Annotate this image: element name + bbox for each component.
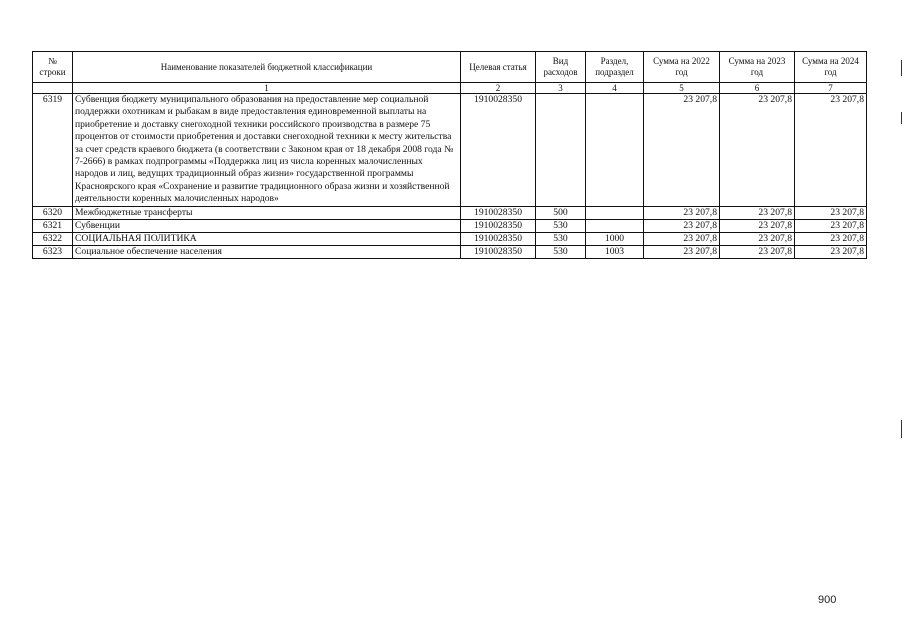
row-sum-2022: 23 207,8	[644, 245, 720, 258]
row-number: 6321	[33, 219, 73, 232]
header-section: Раздел, подраздел	[586, 52, 644, 83]
row-sum-2022: 23 207,8	[644, 94, 720, 207]
row-sum-2023: 23 207,8	[720, 245, 795, 258]
row-sum-2024: 23 207,8	[795, 219, 867, 232]
row-sum-2023: 23 207,8	[720, 206, 795, 219]
row-target-article: 1910028350	[461, 206, 536, 219]
row-sum-2024: 23 207,8	[795, 206, 867, 219]
row-name: Межбюджетные трансферты	[73, 206, 461, 219]
row-sum-2022: 23 207,8	[644, 206, 720, 219]
scan-edge-mark	[901, 112, 902, 124]
row-sum-2023: 23 207,8	[720, 219, 795, 232]
row-expense-type: 500	[536, 206, 586, 219]
header-indicator-name: Наименование показателей бюджетной классификации	[73, 52, 461, 83]
header-expense-type: Вид расходов	[536, 52, 586, 83]
row-sum-2023: 23 207,8	[720, 94, 795, 207]
header-sum-2023: Сумма на 2023 год	[720, 52, 795, 83]
column-number: 5	[644, 83, 720, 94]
row-section: 1003	[586, 245, 644, 258]
row-number: 6319	[33, 94, 73, 207]
row-sum-2023: 23 207,8	[720, 232, 795, 245]
scan-edge-mark	[901, 420, 902, 438]
row-target-article: 1910028350	[461, 94, 536, 207]
row-target-article: 1910028350	[461, 232, 536, 245]
row-target-article: 1910028350	[461, 219, 536, 232]
row-expense-type: 530	[536, 245, 586, 258]
row-expense-type: 530	[536, 232, 586, 245]
row-expense-type: 530	[536, 219, 586, 232]
header-row	[33, 52, 867, 83]
row-name: Субвенции	[73, 219, 461, 232]
page-number: 900	[818, 594, 837, 606]
scan-edge-mark	[901, 60, 902, 76]
column-number: 4	[586, 83, 644, 94]
column-number: 3	[536, 83, 586, 94]
row-target-article: 1910028350	[461, 245, 536, 258]
row-sum-2024: 23 207,8	[795, 232, 867, 245]
header-target-article: Целевая статья	[461, 52, 536, 83]
column-number: 6	[720, 83, 795, 94]
row-name: Субвенция бюджету муниципального образования на предоставление мер социальной поддержки охотникам и рыбакам в виде предоставления единовременной выплаты на приобретение и доставку снегоходной техники российского производства в размере 75 процентов от стоимости приобретения и доставки снегоходной техники к месту жительства за счет средств краевого бюджета (в соответствии с Законом края от 18 декабря 2008 года № 7-2666) в рамках подпрограммы «Поддержка лиц из числа коренных малочисленных народов и лиц, ведущих традиционный образ жизни» государственной программы Красноярского края «Сохранение и развитие традиционного образа жизни и хозяйственной деятельности коренных малочисленных народов»	[73, 94, 461, 207]
row-sum-2024: 23 207,8	[795, 94, 867, 207]
table-row	[33, 94, 867, 207]
table-row	[33, 245, 867, 258]
column-number-row	[33, 83, 867, 94]
row-name: Социальное обеспечение населения	[73, 245, 461, 258]
row-name: СОЦИАЛЬНАЯ ПОЛИТИКА	[73, 232, 461, 245]
row-number: 6320	[33, 206, 73, 219]
table-row	[33, 219, 867, 232]
column-number	[33, 83, 73, 94]
row-sum-2022: 23 207,8	[644, 219, 720, 232]
budget-table	[32, 51, 867, 259]
row-section: 1000	[586, 232, 644, 245]
row-number: 6322	[33, 232, 73, 245]
column-number: 2	[461, 83, 536, 94]
row-number: 6323	[33, 245, 73, 258]
column-number: 7	[795, 83, 867, 94]
column-number: 1	[73, 83, 461, 94]
row-sum-2024: 23 207,8	[795, 245, 867, 258]
row-section	[586, 206, 644, 219]
table-row	[33, 232, 867, 245]
row-section	[586, 219, 644, 232]
row-section	[586, 94, 644, 207]
row-sum-2022: 23 207,8	[644, 232, 720, 245]
header-sum-2024: Сумма на 2024 год	[795, 52, 867, 83]
table-row	[33, 206, 867, 219]
header-sum-2022: Сумма на 2022 год	[644, 52, 720, 83]
header-row-number: № строки	[33, 52, 73, 83]
row-expense-type	[536, 94, 586, 207]
